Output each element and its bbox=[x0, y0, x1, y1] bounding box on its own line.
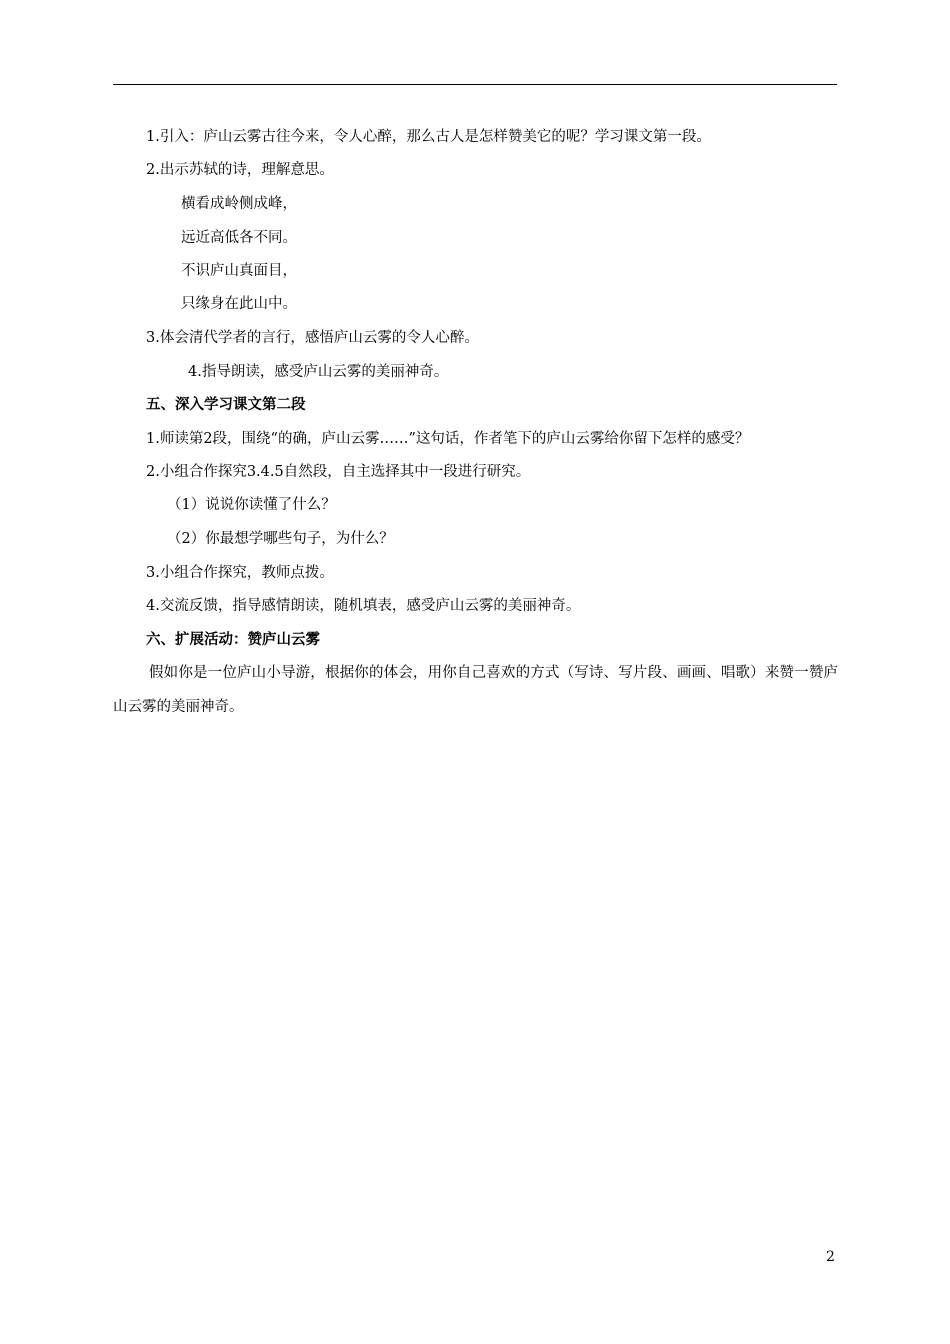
step-intro: 1.引入：庐山云雾古往今来，令人心醉，那么古人是怎样赞美它的呢？学习课文第一段。 bbox=[146, 129, 711, 145]
step-group-explore: 2.小组合作探究3.4.5自然段，自主选择其中一段进行研究。 bbox=[146, 464, 531, 480]
step-feedback: 4.交流反馈，指导感情朗读，随机填表，感受庐山云雾的美丽神奇。 bbox=[146, 598, 581, 614]
step-reading: 4.指导朗读，感受庐山云雾的美丽神奇。 bbox=[188, 364, 449, 380]
step-show-poem: 2.出示苏轼的诗，理解意思。 bbox=[146, 162, 334, 178]
section-heading-6: 六、扩展活动：赞庐山云雾 bbox=[146, 632, 320, 648]
poem-line-1: 横看成岭侧成峰， bbox=[181, 196, 297, 212]
step-group-guidance: 3.小组合作探究，教师点拨。 bbox=[146, 565, 334, 581]
step-teacher-reads: 1.师读第2段，围绕“的确，庐山云雾……”这句话，作者笔下的庐山云雾给你留下怎样的感受？ bbox=[146, 431, 750, 447]
step-scholar: 3.体会清代学者的言行，感悟庐山云雾的令人心醉。 bbox=[146, 330, 479, 346]
sub-question-1: （1）说说你读懂了什么？ bbox=[167, 497, 336, 513]
header-rule bbox=[113, 84, 837, 85]
poem-line-3: 不识庐山真面目， bbox=[181, 263, 297, 279]
section-heading-5: 五、深入学习课文第二段 bbox=[146, 397, 306, 413]
poem-line-4: 只缘身在此山中。 bbox=[181, 296, 297, 312]
closing-paragraph: 假如你是一位庐山小导游，根据你的体会，用你自己喜欢的方式（写诗、写片段、画画、唱歌）来赞一赞庐山云雾的美丽神奇。 bbox=[113, 665, 838, 715]
sub-question-2: （2）你最想学哪些句子，为什么？ bbox=[167, 531, 394, 547]
page-number: 2 bbox=[826, 1249, 835, 1265]
poem-line-2: 远近高低各不同。 bbox=[181, 230, 297, 246]
